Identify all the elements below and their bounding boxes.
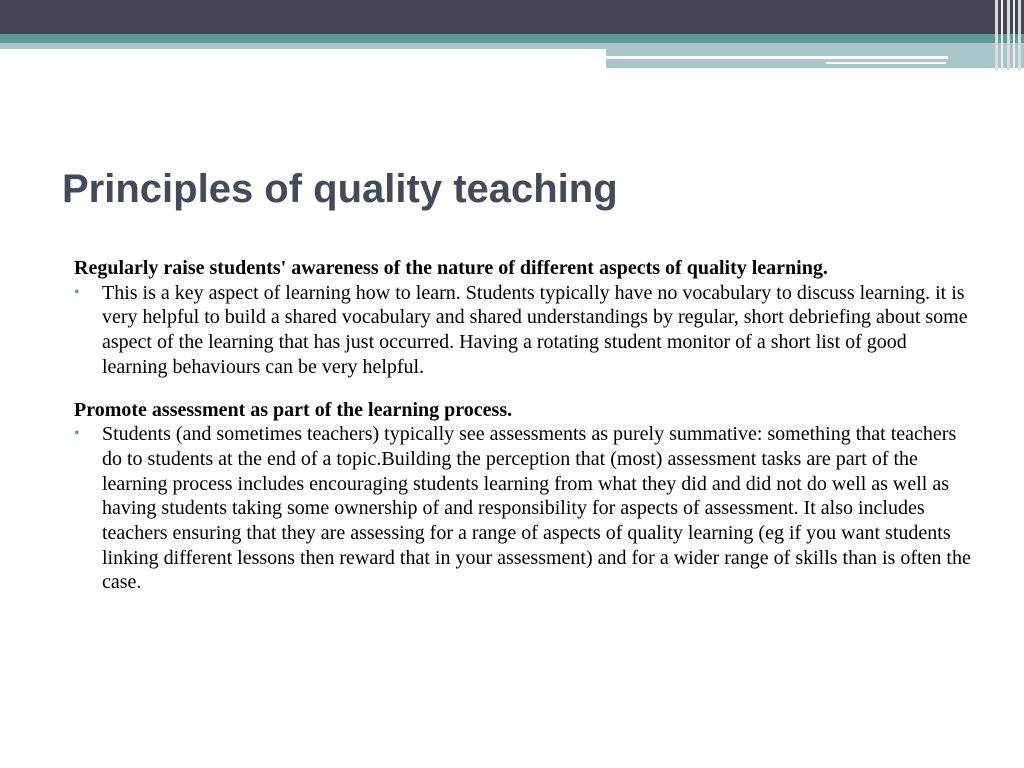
bullet-text: This is a key aspect of learning how to learn. Students typically have no vocabulary to discuss learning. it is very helpful to build a shared vocabulary and shared understandings by regular, short debriefing about some aspect of the learning that has just occurred. Having a rotating student monitor of a short list of good learning behaviours can be very helpful. [102,281,968,378]
bullet-text: Students (and sometimes teachers) typically see assessments as purely summative: something that teachers do to students at the end of a topic.Building the perception that (most) assessment tasks are part of the learning process includes encouraging students learning from what they did and did not do well as well as having students taking some ownership of and responsibility for aspects of assessment. It also includes teachers ensuring that they are assessing for a range of aspects of quality learning (eg if you want students linking different lessons then reward that in your assessment) and for a wider range of skills than is often the case. [102,423,971,594]
bullet-item [74,422,974,595]
header-banner [0,0,1024,70]
bullet-item [74,281,974,380]
banner-accent-line-2 [826,62,946,64]
banner-vertical-stripe-5 [1018,0,1021,70]
bullet-marker: • [74,283,80,301]
banner-vertical-stripe-1 [995,0,998,70]
banner-vertical-stripe-2 [1001,0,1003,70]
banner-teal-band [0,34,1024,43]
bullet-marker: • [74,425,80,443]
banner-accent-line-1 [606,56,948,59]
section-assessment [74,398,974,596]
section-awareness [74,256,974,380]
banner-vertical-stripe-4 [1013,0,1015,70]
slide-content [74,256,974,595]
section-heading: Promote assessment as part of the learning process. [74,398,513,421]
slide-title: Principles of quality teaching [62,167,618,211]
section-heading: Regularly raise students' awareness of the nature of different aspects of quality learning. [74,257,828,279]
banner-graphic [0,0,1024,70]
banner-light-band [0,43,1024,49]
banner-dark-band [0,0,1024,34]
banner-vertical-stripe-3 [1007,0,1010,70]
